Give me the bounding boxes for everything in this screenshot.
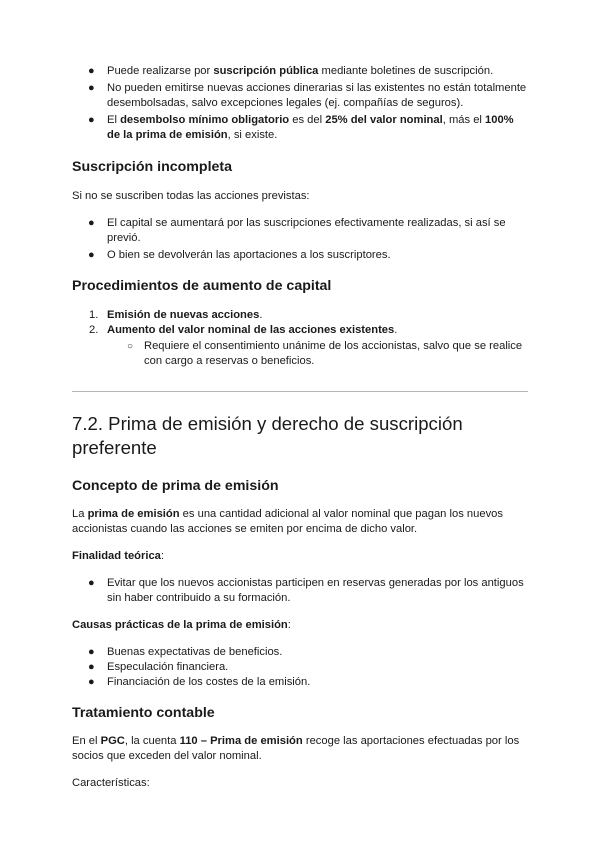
- text-run: recoge las aportaciones efectuadas por los socios que exceden del valor nominal.: [72, 735, 520, 762]
- list-item: [72, 248, 528, 263]
- heading-tratamiento: Tratamiento contable: [72, 705, 215, 721]
- bullet-icon: ●: [88, 114, 95, 126]
- paragraph-caracteristicas: Características:: [72, 777, 150, 789]
- list-item-text: Buenas expectativas de beneficios.: [107, 646, 283, 658]
- text-run: No pueden emitirse nuevas acciones dinerarias si las existentes no están totalmente desembolsadas, salvo excepciones legales (ej. compañías de seguros).: [107, 82, 527, 109]
- list-item: [72, 216, 528, 246]
- heading-concepto: Concepto de prima de emisión: [72, 478, 279, 494]
- list-item-label: Aumento del valor nominal de las acciones existentes: [107, 324, 395, 336]
- paragraph-tratamiento: [72, 734, 528, 764]
- paragraph-intro: Si no se suscriben todas las acciones previstas:: [72, 190, 310, 202]
- label-causas-text: Causas prácticas de la prima de emisión: [72, 619, 288, 631]
- bold-text: PGC: [100, 735, 125, 747]
- list-item-text: Financiación de los costes de la emisión.: [107, 676, 311, 688]
- sub-list-item-text: Requiere el consentimiento unánime de los accionistas, salvo que se realice con cargo a reservas o beneficios.: [144, 340, 523, 367]
- text-run: Puede realizarse por: [107, 65, 214, 77]
- label-causas: [72, 618, 528, 633]
- bullet-list-suscripcion: [72, 64, 528, 143]
- bullet-icon: ●: [88, 82, 95, 94]
- text-run: El: [107, 114, 121, 126]
- bullet-icon: ●: [88, 249, 95, 261]
- bullet-icon: ●: [88, 661, 95, 673]
- bullet-icon: ●: [88, 676, 95, 688]
- bullet-list-incompleta: [72, 216, 528, 263]
- bold-text: 25% del valor nominal: [325, 114, 443, 126]
- heading-suscripcion-incompleta: Suscripción incompleta: [72, 159, 233, 175]
- label-finalidad-text: Finalidad teórica: [72, 550, 161, 562]
- section-title: 7.2. Prima de emisión y derecho de suscripción preferente: [72, 413, 463, 458]
- list-item: [72, 323, 528, 338]
- bullet-list-causas: [72, 645, 528, 690]
- bullet-icon: ●: [88, 217, 95, 229]
- rich-text: [107, 82, 526, 109]
- text-run: es del: [289, 114, 326, 126]
- heading-procedimientos: Procedimientos de aumento de capital: [72, 278, 332, 294]
- text-run: , más el: [442, 114, 486, 126]
- bold-text: 110 – Prima de emisión: [179, 735, 303, 747]
- text-run: La: [72, 508, 88, 520]
- bullet-list-finalidad: [72, 576, 528, 606]
- bullet-icon: ●: [88, 577, 95, 589]
- bullet-icon: ●: [88, 646, 95, 658]
- list-item: [72, 113, 528, 143]
- list-item: [72, 576, 528, 606]
- list-number: 2.: [89, 324, 99, 336]
- list-item: [72, 308, 528, 323]
- text-run: , si existe.: [227, 129, 278, 141]
- label-colon: :: [160, 550, 165, 562]
- list-item: [72, 645, 528, 660]
- list-item-label: Emisión de nuevas acciones: [107, 309, 260, 321]
- list-item-text: Evitar que los nuevos accionistas participen en reservas generadas por los antiguos sin haber contribuido a su formación.: [107, 577, 524, 604]
- numbered-list-procedimientos: [72, 308, 528, 369]
- rich-text: [107, 65, 493, 77]
- list-item: [72, 81, 528, 111]
- bullet-icon: ●: [88, 65, 95, 77]
- list-item-suffix: .: [259, 309, 263, 321]
- list-number: 1.: [89, 309, 99, 321]
- label-colon: :: [287, 619, 291, 631]
- text-run: En el: [72, 735, 101, 747]
- list-item: [72, 660, 528, 675]
- sub-list-item: [72, 339, 528, 369]
- text-run: , la cuenta: [124, 735, 180, 747]
- hollow-bullet-icon: ○: [127, 341, 134, 352]
- rich-text: [107, 114, 514, 141]
- list-item-text: El capital se aumentará por las suscripciones efectivamente realizadas, si así se previó.: [107, 217, 506, 244]
- list-item-text: Especulación financiera.: [107, 661, 229, 673]
- document-page: [72, 64, 528, 791]
- bold-text: prima de emisión: [87, 508, 180, 520]
- bold-text: desembolso mínimo obligatorio: [120, 114, 290, 126]
- text-run: es una cantidad adicional al valor nominal que pagan los nuevos accionistas cuando las acciones se emiten por encima de dicho valor.: [72, 508, 503, 535]
- list-item-suffix: .: [394, 324, 398, 336]
- list-item: [72, 64, 528, 79]
- horizontal-divider: [72, 391, 528, 392]
- label-finalidad: [72, 549, 528, 564]
- paragraph-concepto: [72, 507, 528, 537]
- list-item-text: O bien se devolverán las aportaciones a los suscriptores.: [107, 249, 391, 261]
- bold-text: 100% de la prima de emisión: [107, 114, 514, 141]
- bold-text: suscripción pública: [213, 65, 319, 77]
- text-run: mediante boletines de suscripción.: [318, 65, 494, 77]
- list-item: [72, 675, 528, 690]
